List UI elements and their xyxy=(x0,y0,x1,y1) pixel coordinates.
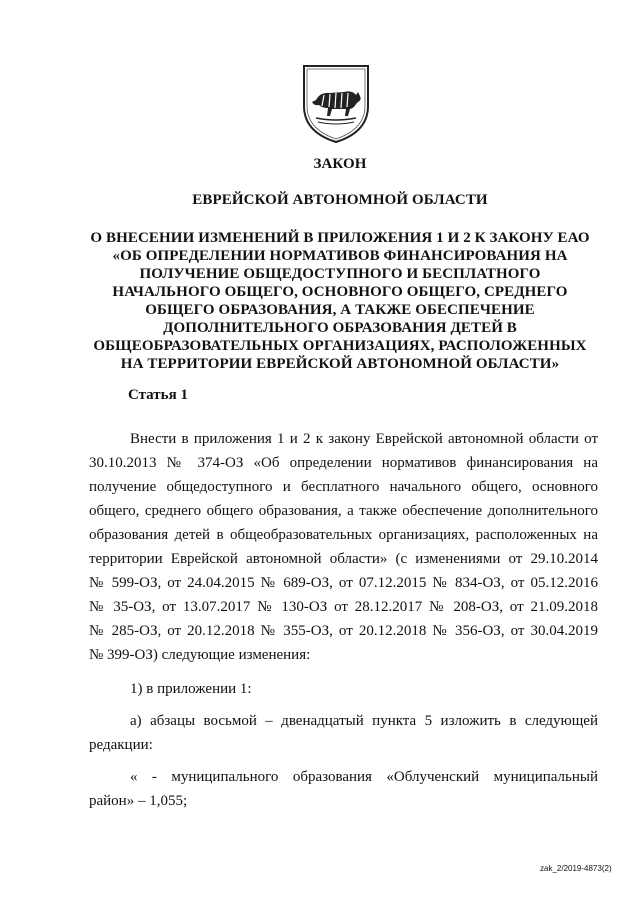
subject-line: ДОПОЛНИТЕЛЬНОГО ОБРАЗОВАНИЯ ДЕТЕЙ В xyxy=(163,320,517,336)
law-title: ЗАКОН xyxy=(313,156,367,172)
subject-line: ОБЩЕГО ОБРАЗОВАНИЯ, А ТАКЖЕ ОБЕСПЕЧЕНИЕ xyxy=(145,302,535,318)
coat-of-arms-tiger-icon xyxy=(300,62,372,146)
document-code: zak_2/2019-4873(2) xyxy=(540,864,612,873)
body-line: № 599-ОЗ, от 24.04.2015 № 689-ОЗ, от 07.12.2015 № 834-ОЗ, от 05.12.2016 xyxy=(89,575,598,591)
body-line: № 285-ОЗ, от 20.12.2018 № 355-ОЗ, от 20.12.2018 № 356-ОЗ, от 30.04.2019 xyxy=(89,623,598,639)
subject-line: О ВНЕСЕНИИ ИЗМЕНЕНИЙ В ПРИЛОЖЕНИЯ 1 И 2 К ЗАКОНУ ЕАО xyxy=(90,230,590,246)
body-line: « - муниципального образования «Облученский муниципальный xyxy=(130,769,598,785)
body-line: Внести в приложения 1 и 2 к закону Еврейской автономной области от xyxy=(130,431,598,447)
subject-line: «ОБ ОПРЕДЕЛЕНИИ НОРМАТИВОВ ФИНАНСИРОВАНИЯ НА xyxy=(112,248,568,264)
body-line: образования детей в общеобразовательных организациях, расположенных на xyxy=(89,527,598,543)
region-title: ЕВРЕЙСКОЙ АВТОНОМНОЙ ОБЛАСТИ xyxy=(192,192,488,208)
law-subject-title xyxy=(60,229,620,373)
subject-line: ПОЛУЧЕНИЕ ОБЩЕДОСТУПНОГО И БЕСПЛАТНОГО xyxy=(139,266,541,282)
body-line: 1) в приложении 1: xyxy=(130,681,252,697)
body-line: территории Еврейской автономной области» (с изменениями от 29.10.2014 xyxy=(89,551,598,567)
subject-line: НАЧАЛЬНОГО ОБЩЕГО, ОСНОВНОГО ОБЩЕГО, СРЕДНЕГО xyxy=(112,284,568,300)
body-line: общего, среднего общего образования, а также обеспечение дополнительного xyxy=(89,503,598,519)
body-line: № 35-ОЗ, от 13.07.2017 № 130-ОЗ от 28.12.2017 № 208-ОЗ, от 21.09.2018 xyxy=(89,599,598,615)
article-heading: Статья 1 xyxy=(128,387,188,403)
body-line: 30.10.2013 № 374-ОЗ «Об определении нормативов финансирования на xyxy=(89,455,598,471)
subject-line: НА ТЕРРИТОРИИ ЕВРЕЙСКОЙ АВТОНОМНОЙ ОБЛАСТИ» xyxy=(120,356,560,372)
subject-line: ОБЩЕОБРАЗОВАТЕЛЬНЫХ ОРГАНИЗАЦИЯХ, РАСПОЛОЖЕННЫХ xyxy=(93,338,587,354)
body-line: получение общедоступного и бесплатного начального общего, основного xyxy=(89,479,598,495)
body-line: № 399-ОЗ) следующие изменения: xyxy=(89,647,311,663)
body-line: редакции: xyxy=(89,737,153,753)
body-line: а) абзацы восьмой – двенадцатый пункта 5 изложить в следующей xyxy=(130,713,598,729)
body-line: район» – 1,055; xyxy=(89,793,188,809)
